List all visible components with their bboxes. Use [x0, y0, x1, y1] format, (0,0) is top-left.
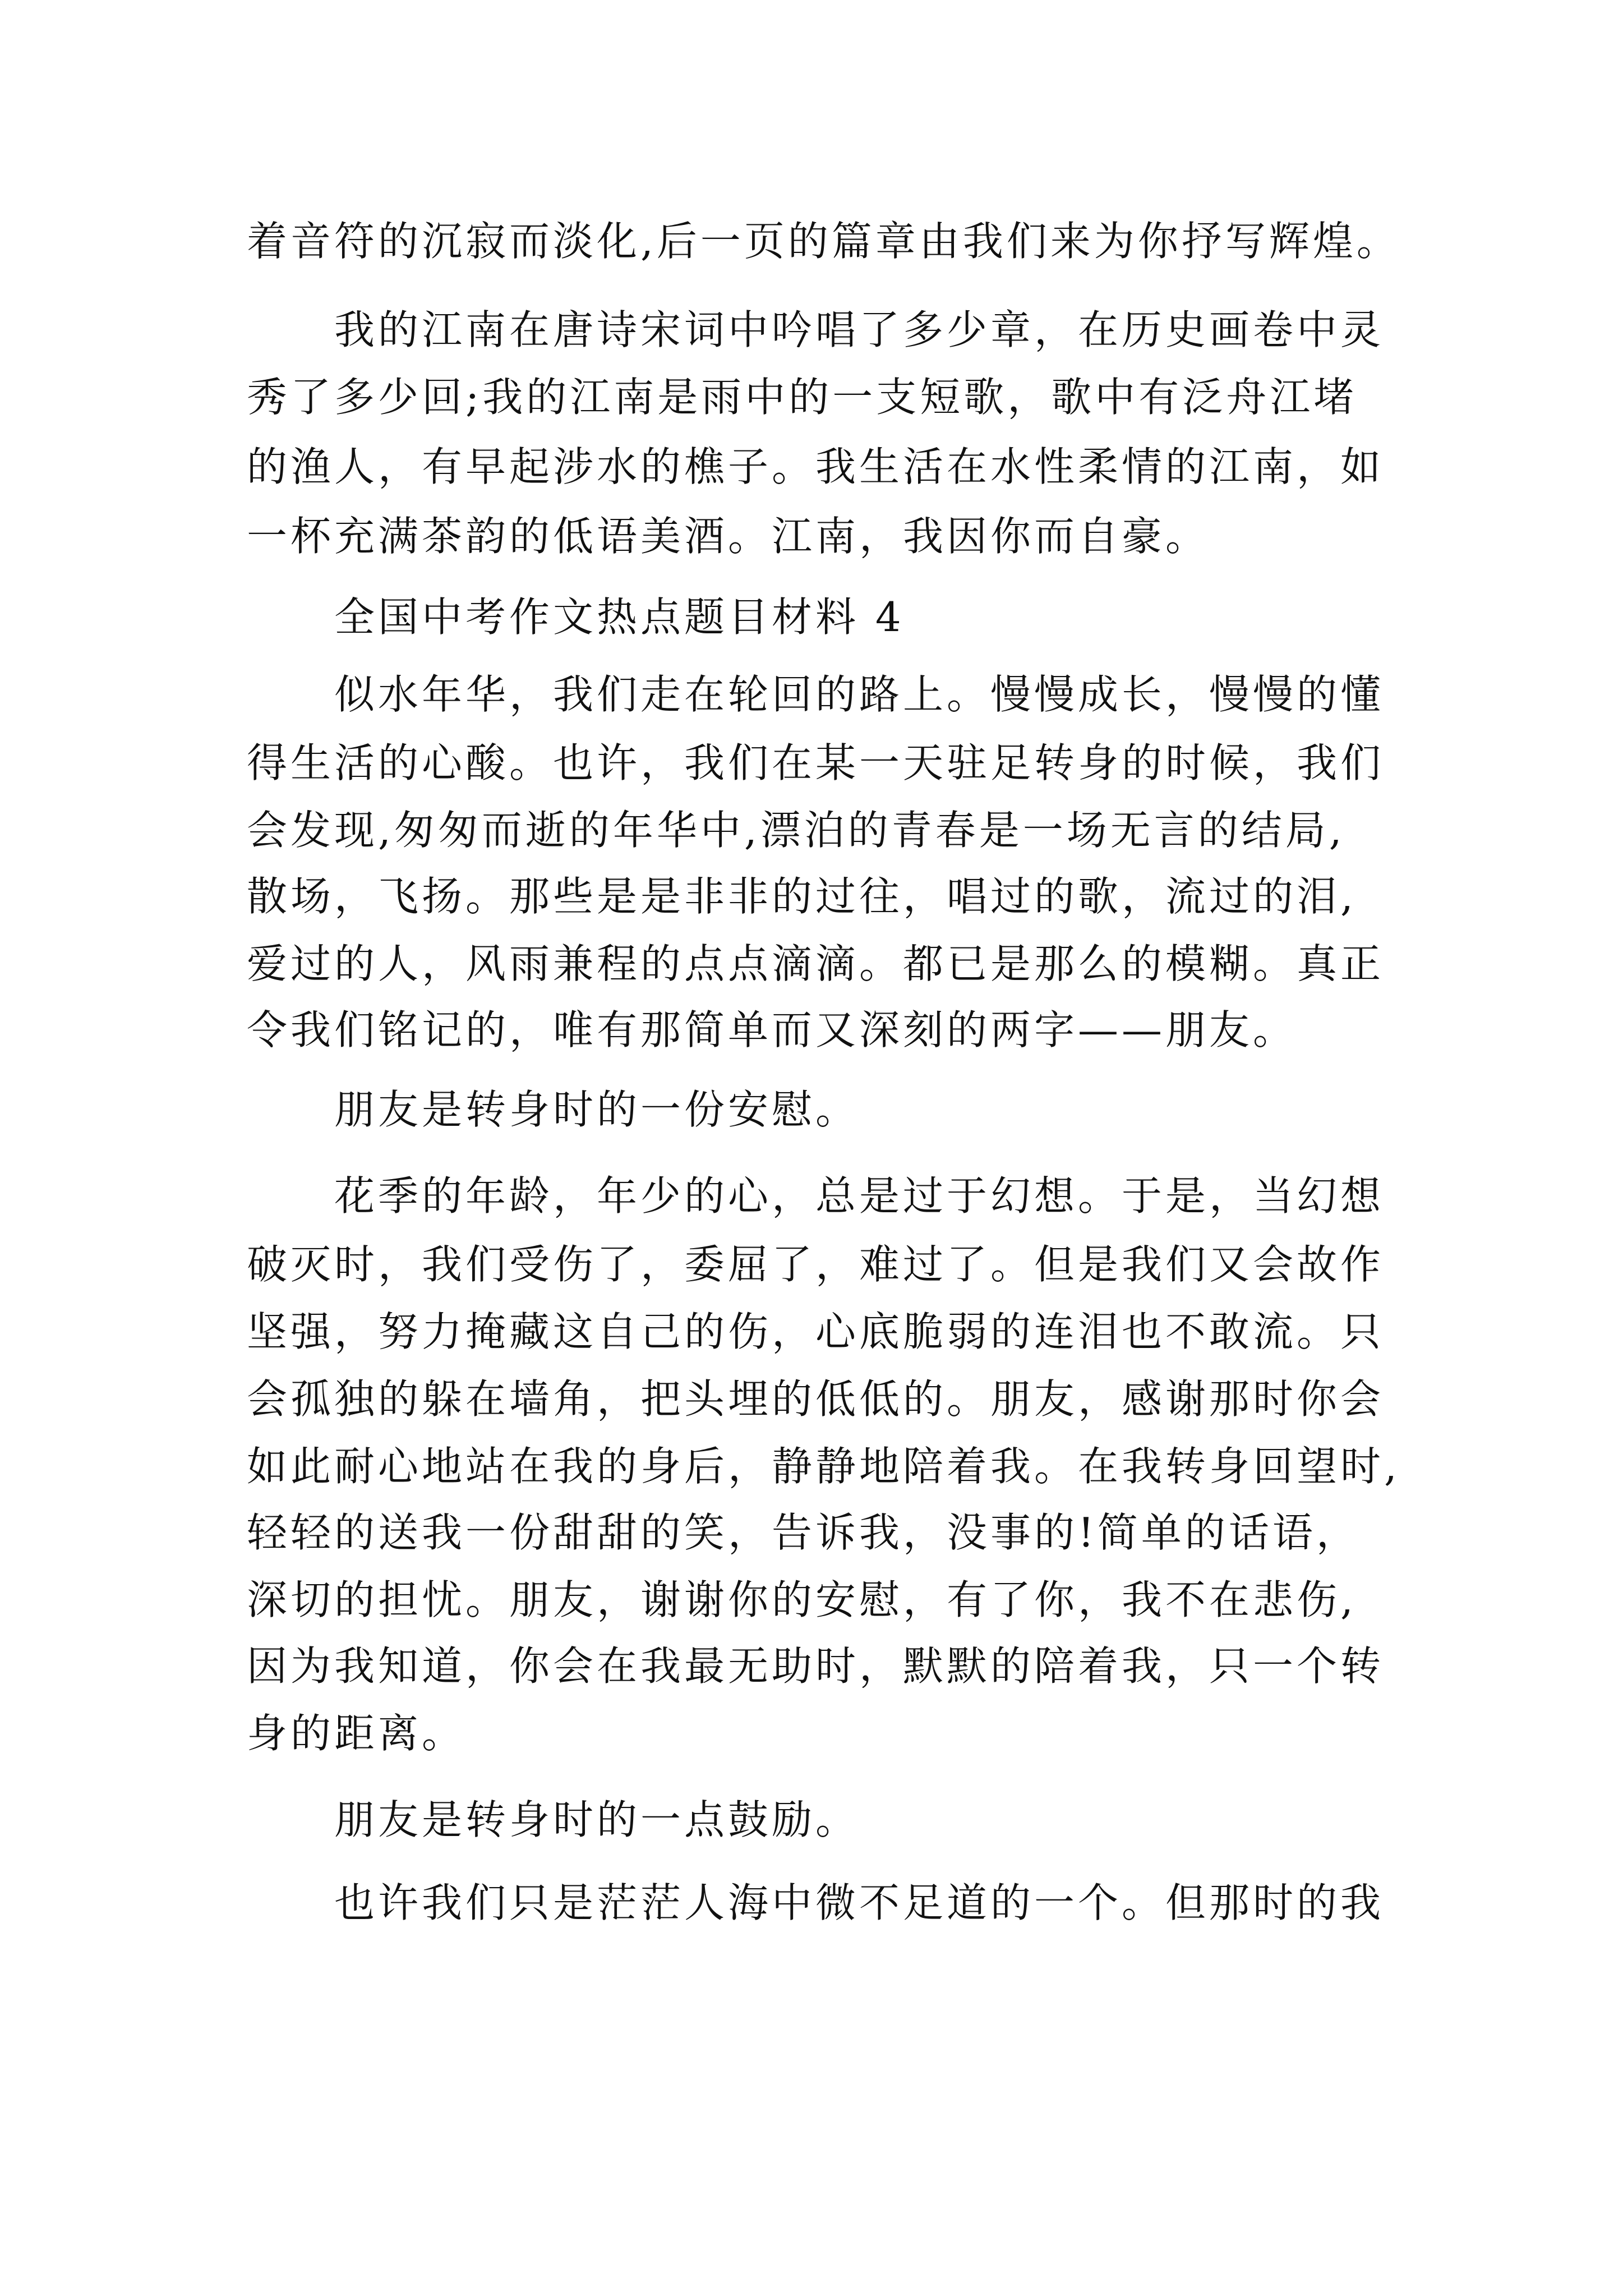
text-line: 爱过的人，风雨兼程的点点滴滴。都已是那么的模糊。真正 [247, 940, 1385, 987]
paragraph-first-line: 花季的年龄，年少的心，总是过于幻想。于是，当幻想 [334, 1172, 1385, 1220]
text-line: 得生活的心酸。也许，我们在某一天驻足转身的时候，我们 [247, 739, 1385, 786]
section-heading: 全国中考作文热点题目材料 4 [334, 593, 905, 641]
text-line: 如此耐心地站在我的身后，静静地陪着我。在我转身回望时, [247, 1443, 1400, 1490]
text-line: 令我们铭记的，唯有那简单而又深刻的两字——朋友。 [247, 1006, 1297, 1053]
text-line: 一杯充满茶韵的低语美酒。江南，我因你而自豪。 [247, 513, 1210, 560]
text-line: 的渔人，有早起涉水的樵子。我生活在水性柔情的江南，如 [247, 443, 1385, 490]
paragraph-first-line: 似水年华，我们走在轮回的路上。慢慢成长，慢慢的懂 [334, 671, 1385, 718]
text-line: 身的距离。 [247, 1710, 466, 1757]
text-line: 坚强，努力掩藏这自己的伤，心底脆弱的连泪也不敢流。只 [247, 1308, 1385, 1355]
text-line: 着音符的沉寂而淡化,后一页的篇章由我们来为你抒写辉煌。 [247, 218, 1400, 265]
text-line: 因为我知道，你会在我最无助时，默默的陪着我，只一个转 [247, 1642, 1385, 1690]
text-line: 秀了多少回;我的江南是雨中的一支短歌，歌中有泛舟江堵 [247, 374, 1358, 421]
paragraph-first-line: 朋友是转身时的一点鼓励。 [334, 1796, 860, 1843]
paragraph-first-line: 也许我们只是茫茫人海中微不足道的一个。但那时的我 [334, 1879, 1385, 1926]
text-line: 轻轻的送我一份甜甜的笑，告诉我，没事的!简单的话语， [247, 1509, 1360, 1556]
text-line: 破灭时，我们受伤了，委屈了，难过了。但是我们又会故作 [247, 1241, 1385, 1288]
text-line: 深切的担忧。朋友，谢谢你的安慰，有了你，我不在悲伤, [247, 1576, 1357, 1623]
text-line: 会孤独的躲在墙角，把头埋的低低的。朋友，感谢那时你会 [247, 1375, 1385, 1423]
paragraph-first-line: 我的江南在唐诗宋词中吟唱了多少章，在历史画卷中灵 [334, 306, 1385, 353]
text-line: 散场，飞扬。那些是是非非的过往，唱过的歌，流过的泪, [247, 873, 1357, 920]
text-line: 会发现,匆匆而逝的年华中,漂泊的青春是一场无言的结局, [247, 807, 1345, 854]
paragraph-first-line: 朋友是转身时的一份安慰。 [334, 1086, 860, 1133]
